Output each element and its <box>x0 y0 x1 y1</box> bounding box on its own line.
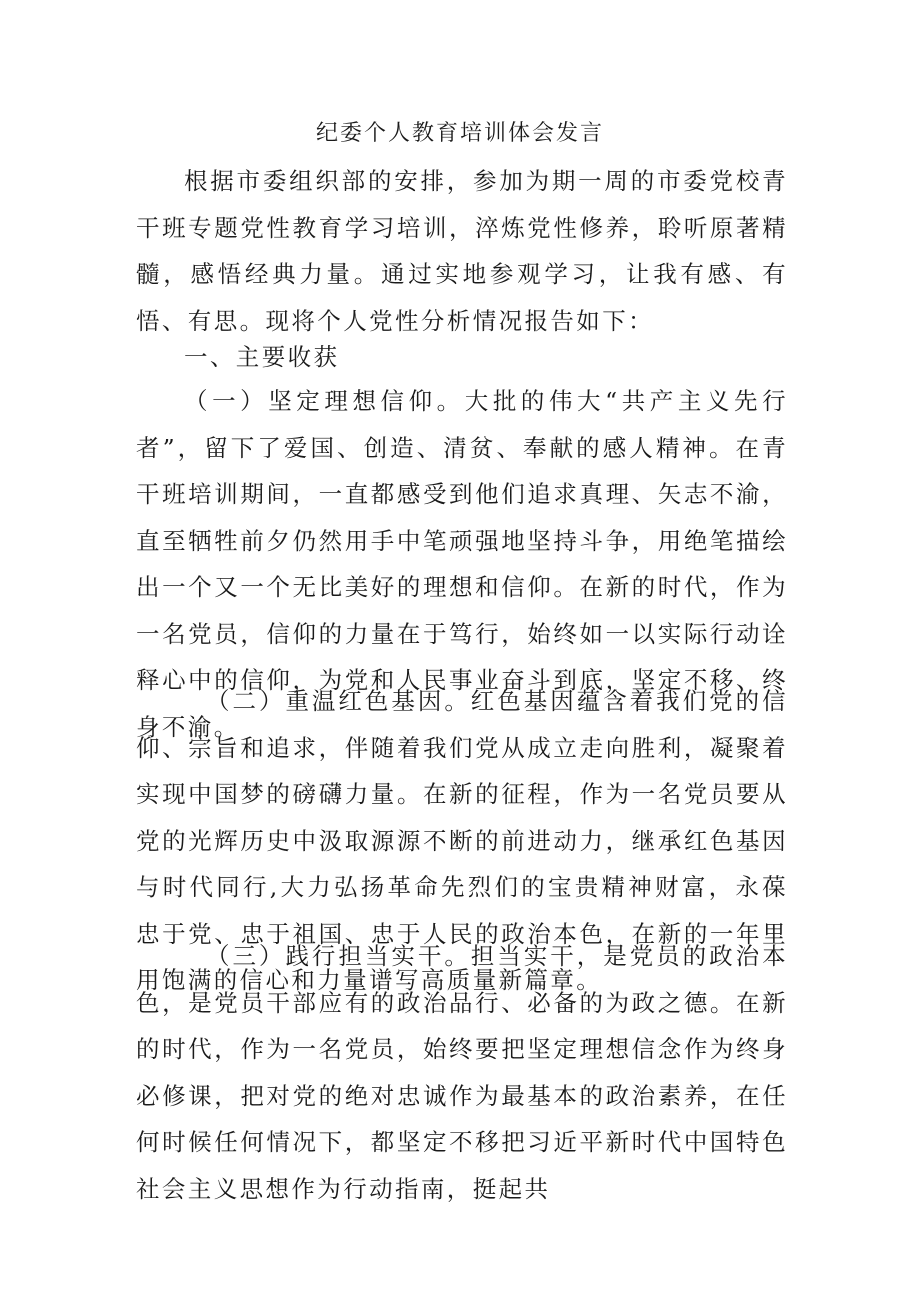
section-paragraph-1: （一）坚定理想信仰。大批的伟大“共产主义先行者”，留下了爱国、创造、清贫、奉献的感人精神。在青干班培训期间，一直都感受到他们追求真理、矢志不渝，直至牺牲前夕仍然用手中笔顽强地坚持斗争，用绝笔描绘出一个又一个无比美好的理想和信仰。在新的时代，作为一名党员，信仰的力量在于笃行，始终如一以实际行动诠释心中的信仰，为党和人民事业奋斗到底，坚定不移、终身不渝。 <box>136 387 788 741</box>
section-paragraph-3: （三）践行担当实干。担当实干，是党员的政治本色，是党员干部应有的政治品行、必备的为政之德。在新的时代，作为一名党员，始终要把坚定理想信念作为终身必修课，把对党的绝对忠诚作为最基本的政治素养，在任何时候任何情况下，都坚定不移把习近平新时代中国特色社会主义思想作为行动指南，挺起共 <box>136 942 788 1203</box>
document-title: 纪委个人教育培训体会发言 <box>315 121 604 146</box>
section-paragraph-2: （二）重温红色基因。红色基因蕴含着我们党的信仰、宗旨和追求，伴随着我们党从成立走向胜利，凝聚着实现中国梦的磅礴力量。在新的征程，作为一名党员要从党的光辉历史中汲取源源不断的前进动力，继承红色基因与时代同行,大力弘扬革命先烈们的宝贵精神财富，永葆忠于党、忠于祖国、忠于人民的政治本色，在新的一年里用饱满的信心和力量谱写高质量新篇章。 <box>136 687 788 994</box>
intro-paragraph: 根据市委组织部的安排，参加为期一周的市委党校青干班专题党性教育学习培训，淬炼党性修养，聆听原著精髓，感悟经典力量。通过实地参观学习，让我有感、有悟、有思。现将个人党性分析情况报告如下： <box>136 167 788 335</box>
section-heading: 一、主要收获 <box>184 343 340 371</box>
